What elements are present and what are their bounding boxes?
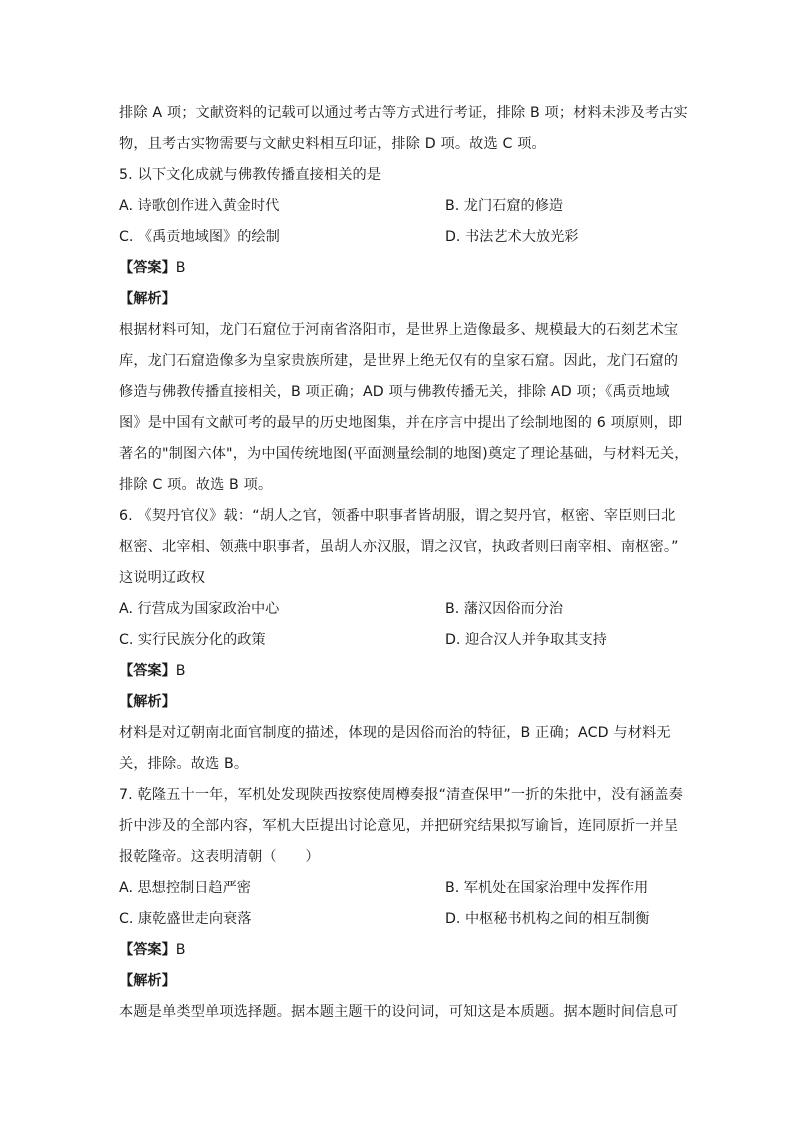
intro-line: 物，且考古实物需要与文献史料相互印证，排除 D 项。故选 C 项。 bbox=[119, 136, 546, 152]
option-c: C. 康乾盛世走向衰落 bbox=[119, 911, 252, 927]
option-b: B. 军机处在国家治理中发挥作用 bbox=[445, 880, 649, 896]
answer-value: B bbox=[175, 942, 186, 958]
option-a: A. 行营成为国家政治中心 bbox=[119, 601, 280, 617]
question-6-stem: 这说明辽政权 bbox=[119, 570, 206, 586]
question-7-options-row-2 bbox=[119, 904, 667, 935]
question-6-stem: 6. 《契丹官仪》载：“胡人之官，领番中职事者皆胡服，谓之契丹官，枢密、宰臣则曰北 bbox=[119, 508, 676, 524]
answer-value: B bbox=[175, 663, 186, 679]
option-d: D. 中枢秘书机构之间的相互制衡 bbox=[445, 911, 650, 927]
analysis-line: 图》是中国有文献可考的最早的历史地图集，并在序言中提出了绘制地图的 6 项原则，即 bbox=[119, 415, 683, 431]
question-6-options-row-2 bbox=[119, 625, 667, 656]
option-c: C. 《禹贡地域图》的绘制 bbox=[119, 229, 280, 245]
analysis-line: 本题是单类型单项选择题。据本题主题干的设问词，可知这是本质题。据本题时间信息可 bbox=[119, 1004, 679, 1020]
analysis-line: 库，龙门石窟造像多为皇家贵族所建，是世界上绝无仅有的皇家石窟。因此，龙门石窟的 bbox=[119, 353, 679, 369]
option-b: B. 龙门石窟的修造 bbox=[445, 198, 564, 214]
answer-line bbox=[119, 656, 667, 687]
intro-line: 排除 A 项；文献资料的记载可以通过考古等方式进行考证，排除 B 项；材料未涉及考古实 bbox=[119, 105, 688, 121]
option-a: A. 思想控制日趋严密 bbox=[119, 880, 251, 896]
option-b: B. 藩汉因俗而分治 bbox=[445, 601, 564, 617]
analysis-line: 排除 C 项。故选 B 项。 bbox=[119, 477, 273, 493]
option-c: C. 实行民族分化的政策 bbox=[119, 632, 266, 648]
answer-label: 【答案】 bbox=[119, 663, 176, 679]
question-7-stem: 折中涉及的全部内容，军机大臣提出讨论意见，并把研究结果拟写谕旨，连同原折一并呈 bbox=[119, 818, 679, 834]
question-6-stem: 枢密、北宰相、领燕中职事者，虽胡人亦汉服，谓之汉官，执政者则曰南宰相、南枢密。” bbox=[119, 539, 679, 555]
analysis-line: 根据材料可知，龙门石窟位于河南省洛阳市，是世界上造像最多、规模最大的石刻艺术宝 bbox=[119, 322, 679, 338]
analysis-line: 材料是对辽朝南北面官制度的描述，体现的是因俗而治的特征，B 正确；ACD 与材料无 bbox=[119, 725, 671, 741]
question-7-stem: 报乾隆帝。这表明清朝（ ） bbox=[119, 849, 320, 865]
question-7-stem: 7. 乾隆五十一年，军机处发现陕西按察使周樽奏报“清查保甲”一折的朱批中，没有涵盖奏 bbox=[119, 787, 683, 803]
answer-label: 【答案】 bbox=[119, 942, 176, 958]
option-d: D. 迎合汉人并争取其支持 bbox=[445, 632, 607, 648]
question-5-options-row-2 bbox=[119, 222, 667, 253]
question-5-options-row-1 bbox=[119, 191, 667, 222]
question-6-options-row-1 bbox=[119, 594, 667, 625]
answer-line bbox=[119, 253, 667, 284]
analysis-label: 【解析】 bbox=[119, 694, 176, 710]
analysis-line: 著名的"制图六体"，为中国传统地图(平面测量绘制的地图)奠定了理论基础，与材料无关， bbox=[119, 446, 689, 462]
answer-line bbox=[119, 935, 667, 966]
analysis-line: 关，排除。故选 B。 bbox=[119, 756, 249, 772]
question-7-options-row-1 bbox=[119, 873, 667, 904]
option-d: D. 书法艺术大放光彩 bbox=[445, 229, 579, 245]
question-5-stem: 5. 以下文化成就与佛教传播直接相关的是 bbox=[119, 167, 382, 183]
analysis-label: 【解析】 bbox=[119, 291, 176, 307]
answer-value: B bbox=[175, 260, 186, 276]
analysis-label: 【解析】 bbox=[119, 973, 176, 989]
option-a: A. 诗歌创作进入黄金时代 bbox=[119, 198, 280, 214]
analysis-line: 修造与佛教传播直接相关，B 项正确；AD 项与佛教传播无关，排除 AD 项；《禹贡地域 bbox=[119, 384, 670, 400]
document-page bbox=[119, 98, 689, 1028]
answer-label: 【答案】 bbox=[119, 260, 176, 276]
